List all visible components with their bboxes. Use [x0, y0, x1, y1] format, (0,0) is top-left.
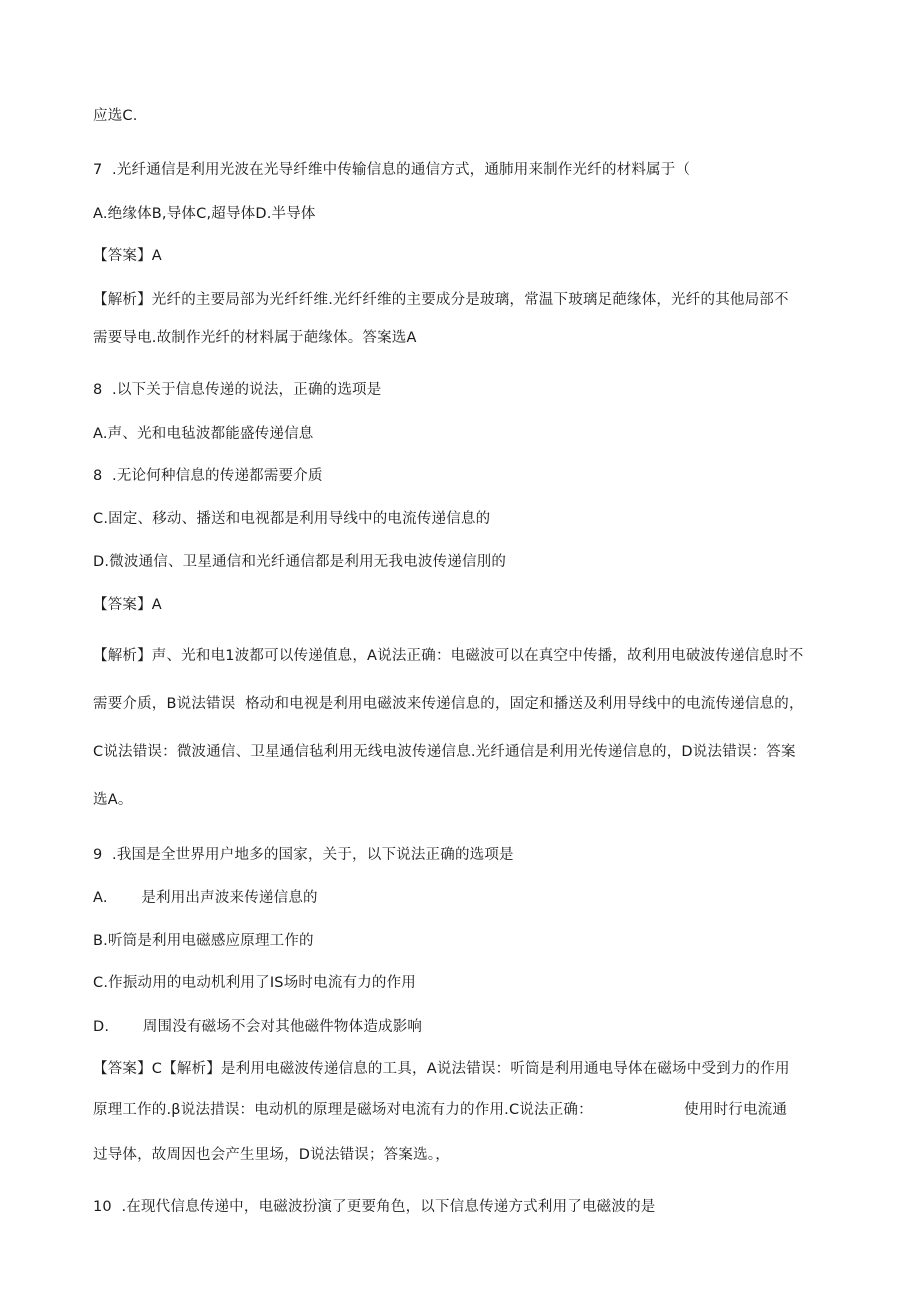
text-line: 应选C.	[93, 108, 138, 124]
explanation-line: 需要导电.故制作光纤的材料属于葩缘体。答案选A	[93, 330, 417, 346]
explanation-line: C说法错误：微波通信、卫星通信毡利用无线电波传递信息.光纤通信是利用光传递信息的，D说法错误：答案	[93, 744, 796, 760]
question-10-stem: 10 .在现代信息传递中，电磁波扮演了更要角色，以下信息传递方式利用了电磁波的是	[93, 1199, 656, 1215]
answer-label: 【答案】A	[93, 597, 162, 613]
answer-explanation-line: 过导体，故周因也会产生里场，D说法错误；答案选。，	[93, 1147, 450, 1163]
answer-explanation-line: 原理工作的.β说法措误：电动机的原理是磁场对电流有力的作用.C说法正确： 使用时行电流通	[93, 1102, 788, 1118]
question-7-options: A.绝缘体B,导体C,超导体D.半导体	[93, 206, 316, 222]
question-9-stem: 9 .我国是全世界用户地多的国家，关于，以下说法正确的选项是	[93, 847, 514, 863]
question-8-option-b: 8 .无论何种信息的传递都需要介质	[93, 468, 323, 484]
question-9-option-a: A. 是利用出声波来传递信息的	[93, 890, 318, 906]
answer-explanation-line: 【答案】C【解析】是利用电磁波传递信息的工具，A说法错误：听筒是利用通电导体在磁场中受到力的作用	[93, 1061, 790, 1077]
question-9-option-c: C.作振动用的电动机利用了IS场时电流有力的作用	[93, 975, 417, 991]
explanation-line: 【解析】光纤的主要局部为光纤纤维.光纤纤维的主要成分是玻璃，常温下玻璃足葩缘体，光纤的其他局部不	[93, 292, 789, 308]
question-9-option-d: D. 周围没有磁场不会对其他磁件物体造成影响	[93, 1019, 423, 1035]
question-8-option-d: D.微波通信、卫星通信和光纤通信都是利用无我电波传递信刖的	[93, 554, 507, 570]
explanation-line: 需要介质，B说法错误 格动和电视是利用电磁波来传递信息的，固定和播送及利用导线中的电流传递信息的，	[93, 696, 804, 712]
explanation-line: 【解析】声、光和电1波都可以传递值息，A说法正确：电磁波可以在真空中传播，故利用电破波传递信息时不	[93, 648, 804, 664]
answer-label: 【答案】A	[93, 248, 162, 264]
question-9-option-b: B.听筒是利用电磁感应原理工作的	[93, 933, 314, 949]
question-8-stem: 8 .以下关于信息传递的说法，正确的选项是	[93, 382, 382, 398]
question-7-stem: 7 .光纤通信是利用光波在光导纤维中传输信息的通信方式，通肺用来制作光纤的材料属于（	[93, 162, 691, 178]
explanation-line: 选A。	[93, 792, 133, 808]
question-8-option-c: C.固定、移动、播送和电视都是利用导线中的电流传递信息的	[93, 511, 491, 527]
question-8-option-a: A.声、光和电毡波都能盛传递信息	[93, 426, 314, 442]
